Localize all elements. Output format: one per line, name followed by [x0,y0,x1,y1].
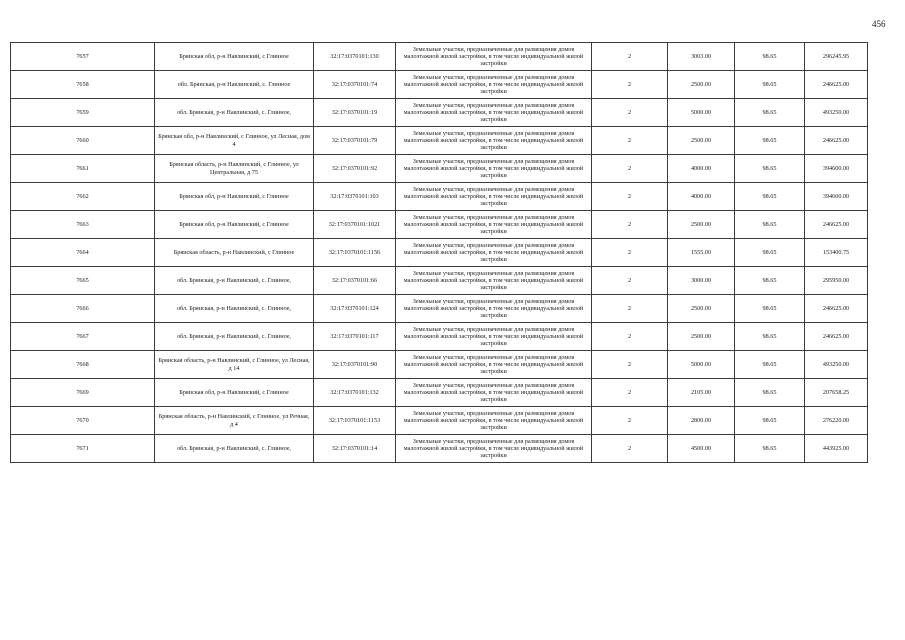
group-cell: 2 [592,99,668,127]
cadastral-value-cell: 276220.00 [805,407,868,435]
cadastral-number-cell: 32:17:0370101:1153 [314,407,396,435]
cadastral-value-cell: 296245.95 [805,43,868,71]
cadastral-value-cell: 246625.00 [805,323,868,351]
rate-cell: 98.65 [735,99,805,127]
cadastral-value-cell: 246625.00 [805,71,868,99]
cadastral-number-cell: 32:17:0370101:19 [314,99,396,127]
cadastral-value-cell: 153400.75 [805,239,868,267]
cadastral-value-cell: 295950.00 [805,267,868,295]
group-cell: 2 [592,43,668,71]
table-row [11,99,868,127]
land-use-cell: Земельные участки, предназначенные для размещения домов малоэтажной жилой застройки, в том числе индивидуальной жилой застройки [396,211,592,239]
rate-cell: 98.65 [735,71,805,99]
cadastral-value-cell: 246625.00 [805,211,868,239]
group-cell: 2 [592,351,668,379]
address-cell: обл. Брянская, р-н Навлинский, с. Глинное, [155,267,314,295]
group-cell: 2 [592,127,668,155]
land-use-cell: Земельные участки, предназначенные для размещения домов малоэтажной жилой застройки, в том числе индивидуальной жилой застройки [396,43,592,71]
address-cell: Брянская область, р-н Навлинский, с Глинное, ул Лесная, д 14 [155,351,314,379]
land-use-cell: Земельные участки, предназначенные для размещения домов малоэтажной жилой застройки, в том числе индивидуальной жилой застройки [396,407,592,435]
group-cell: 2 [592,267,668,295]
group-cell: 2 [592,323,668,351]
row-number-cell: 7665 [11,267,155,295]
table-row [11,183,868,211]
address-cell: обл. Брянская, р-н Навлинский, с. Глинное, [155,295,314,323]
row-number-cell: 7669 [11,379,155,407]
rate-cell: 98.65 [735,295,805,323]
table-row [11,323,868,351]
row-number-cell: 7663 [11,211,155,239]
group-cell: 2 [592,155,668,183]
cadastral-value-cell: 246625.00 [805,127,868,155]
cadastral-number-cell: 32:17:0370101:14 [314,435,396,463]
cadastral-number-cell: 32:17:0370101:132 [314,379,396,407]
row-number-cell: 7666 [11,295,155,323]
group-cell: 2 [592,435,668,463]
cadastral-number-cell: 32:17:0370101:1156 [314,239,396,267]
table-body [11,43,868,463]
table-row [11,43,868,71]
address-cell: обл. Брянская, р-н Навлинский, с. Глинное [155,71,314,99]
land-use-cell: Земельные участки, предназначенные для размещения домов малоэтажной жилой застройки, в том числе индивидуальной жилой застройки [396,435,592,463]
land-use-cell: Земельные участки, предназначенные для размещения домов малоэтажной жилой застройки, в том числе индивидуальной жилой застройки [396,351,592,379]
row-number-cell: 7658 [11,71,155,99]
address-cell: Брянская область, р-н Навлинский, с Глинное [155,239,314,267]
area-cell: 2105.00 [668,379,735,407]
address-cell: обл. Брянская, р-н Навлинский, с. Глинное, [155,435,314,463]
table-row [11,155,868,183]
area-cell: 2500.00 [668,127,735,155]
group-cell: 2 [592,183,668,211]
cadastral-number-cell: 32:17:0370101:79 [314,127,396,155]
table-row [11,295,868,323]
rate-cell: 98.65 [735,211,805,239]
address-cell: Брянская обл, р-н Навлинский, с Глинное, ул Лесная, дом 4 [155,127,314,155]
cadastral-number-cell: 32:17:0370101:1021 [314,211,396,239]
row-number-cell: 7659 [11,99,155,127]
land-use-cell: Земельные участки, предназначенные для размещения домов малоэтажной жилой застройки, в том числе индивидуальной жилой застройки [396,127,592,155]
area-cell: 5000.00 [668,351,735,379]
cadastral-number-cell: 32:17:0370101:117 [314,323,396,351]
land-use-cell: Земельные участки, предназначенные для размещения домов малоэтажной жилой застройки, в том числе индивидуальной жилой застройки [396,99,592,127]
address-cell: Брянская область, р-н Навлинский, с Глинное, ул Центральная, д 75 [155,155,314,183]
cadastral-value-cell: 394600.00 [805,155,868,183]
cadastral-number-cell: 32:17:0370101:92 [314,155,396,183]
rate-cell: 98.65 [735,155,805,183]
rate-cell: 98.65 [735,435,805,463]
row-number-cell: 7671 [11,435,155,463]
row-number-cell: 7667 [11,323,155,351]
table-row [11,71,868,99]
table-row [11,407,868,435]
land-use-cell: Земельные участки, предназначенные для размещения домов малоэтажной жилой застройки, в том числе индивидуальной жилой застройки [396,239,592,267]
address-cell: Брянская обл, р-н Навлинский, с Глинное [155,43,314,71]
cadastral-value-cell: 493250.00 [805,351,868,379]
land-use-cell: Земельные участки, предназначенные для размещения домов малоэтажной жилой застройки, в том числе индивидуальной жилой застройки [396,323,592,351]
row-number-cell: 7660 [11,127,155,155]
row-number-cell: 7664 [11,239,155,267]
group-cell: 2 [592,407,668,435]
area-cell: 2500.00 [668,211,735,239]
group-cell: 2 [592,295,668,323]
group-cell: 2 [592,211,668,239]
cadastral-number-cell: 32:17:0370101:66 [314,267,396,295]
table-row [11,435,868,463]
land-use-cell: Земельные участки, предназначенные для размещения домов малоэтажной жилой застройки, в том числе индивидуальной жилой застройки [396,267,592,295]
area-cell: 3000.00 [668,267,735,295]
cadastral-value-cell: 394600.00 [805,183,868,211]
land-use-cell: Земельные участки, предназначенные для размещения домов малоэтажной жилой застройки, в том числе индивидуальной жилой застройки [396,71,592,99]
group-cell: 2 [592,71,668,99]
row-number-cell: 7657 [11,43,155,71]
area-cell: 4500.00 [668,435,735,463]
cadastral-number-cell: 32:17:0370101:74 [314,71,396,99]
address-cell: обл. Брянская, р-н Навлинский, с. Глинное, [155,99,314,127]
rate-cell: 98.65 [735,43,805,71]
land-use-cell: Земельные участки, предназначенные для размещения домов малоэтажной жилой застройки, в том числе индивидуальной жилой застройки [396,379,592,407]
address-cell: обл. Брянская, р-н Навлинский, с. Глинное, [155,323,314,351]
rate-cell: 98.65 [735,407,805,435]
land-use-cell: Земельные участки, предназначенные для размещения домов малоэтажной жилой застройки, в том числе индивидуальной жилой застройки [396,295,592,323]
address-cell: Брянская область, р-н Навлинский, с Глинное, ул Речная, д 4 [155,407,314,435]
area-cell: 2800.00 [668,407,735,435]
table-row [11,351,868,379]
page-number: 456 [872,19,886,29]
area-cell: 2500.00 [668,71,735,99]
row-number-cell: 7670 [11,407,155,435]
row-number-cell: 7668 [11,351,155,379]
cadastral-number-cell: 32:17:0370101:90 [314,351,396,379]
area-cell: 4000.00 [668,155,735,183]
rate-cell: 98.65 [735,267,805,295]
address-cell: Брянская обл, р-н Навлинский, с Глинное [155,379,314,407]
row-number-cell: 7661 [11,155,155,183]
area-cell: 2500.00 [668,295,735,323]
cadastral-value-cell: 493250.00 [805,99,868,127]
table-row [11,211,868,239]
address-cell: Брянская обл, р-н Навлинский, с Глинное [155,211,314,239]
land-use-cell: Земельные участки, предназначенные для размещения домов малоэтажной жилой застройки, в том числе индивидуальной жилой застройки [396,183,592,211]
address-cell: Брянская обл, р-н Навлинский, с Глинное [155,183,314,211]
cadastral-value-cell: 207658.25 [805,379,868,407]
area-cell: 4000.00 [668,183,735,211]
cadastral-value-cell: 443925.00 [805,435,868,463]
area-cell: 2500.00 [668,323,735,351]
cadastral-value-table [10,42,868,463]
rate-cell: 98.65 [735,379,805,407]
group-cell: 2 [592,239,668,267]
group-cell: 2 [592,379,668,407]
land-use-cell: Земельные участки, предназначенные для размещения домов малоэтажной жилой застройки, в том числе индивидуальной жилой застройки [396,155,592,183]
rate-cell: 98.65 [735,239,805,267]
area-cell: 3003.00 [668,43,735,71]
table-row [11,379,868,407]
cadastral-number-cell: 32:17:0370101:103 [314,183,396,211]
rate-cell: 98.65 [735,127,805,155]
rate-cell: 98.65 [735,183,805,211]
rate-cell: 98.65 [735,323,805,351]
table-row [11,127,868,155]
cadastral-number-cell: 32:17:0370101:124 [314,295,396,323]
cadastral-value-cell: 246625.00 [805,295,868,323]
row-number-cell: 7662 [11,183,155,211]
cadastral-number-cell: 32:17:0370101:130 [314,43,396,71]
table-row [11,267,868,295]
area-cell: 1555.00 [668,239,735,267]
area-cell: 5000.00 [668,99,735,127]
rate-cell: 98.65 [735,351,805,379]
table-row [11,239,868,267]
